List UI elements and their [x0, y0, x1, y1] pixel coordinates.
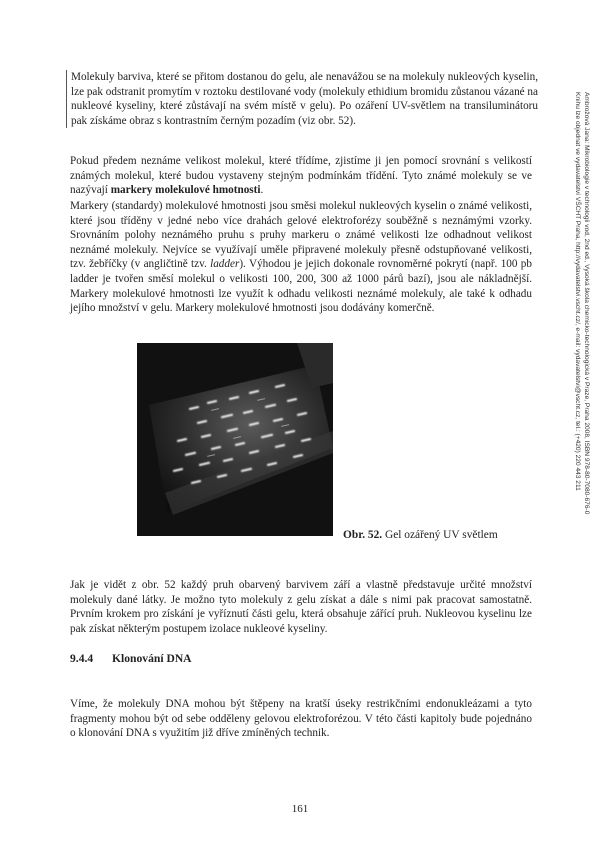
paragraph-markers-standards: [70, 199, 532, 316]
intro-paragraph: Molekuly barviva, které se přitom dostanou do gelu, ale nenavážou se na molekuly nukleových kyselin, lze pak odstranit promytím v roztoku destilované vody (molekuly ethidium bromidu zůstanou vázané na nukleové kyseliny, které zůstávají na svém místě v gelu). Po ozáření UV-světlem na transiluminátoru pak získáme obraz s kontrastním černým pozadím (viz obr. 52).: [66, 70, 538, 128]
paragraph-markers-intro: [70, 154, 532, 198]
paragraph-cloning: Víme, že molekuly DNA mohou být štěpeny na kratší úseky restrikčními endonukleázami a tyto fragmenty mohou být od sebe odděleny gelovou elektroforézou. V této části kapitoly bude pojednáno o klonování DNA s využitím již dříve zmíněných technik.: [70, 698, 532, 740]
paragraph-bands: Jak je vidět z obr. 52 každý pruh obarvený barvivem září a vlastně představuje určité množství molekuly dané látky. Je možno tyto molekuly z gelu získat a dále s nimi pak pracovat samostatně. Prvním krokem pro získání je vyříznutí části gelu, která obsahuje zářící pruh. Nukleovou kyselinu lze pak získat některým postupem izolace nukleové kyseliny.: [70, 579, 532, 635]
citation-line: Ambrožová Jana: Mikrobiologie v technologii vod, 2nd ed., Vysoká škola chemicko-technologická v Praze, Praha 2008, ISBN 978-80-7080-676-0: [583, 92, 590, 515]
gel-uv-photo: [137, 343, 333, 536]
page-number: 161: [291, 803, 309, 815]
figure-caption-text: Gel ozářený UV světlem: [382, 529, 498, 541]
section-heading: [70, 652, 192, 665]
paragraph-text: Markery (standardy) molekulové hmotnosti jsou směsi molekul nukleových kyselin o známé velikosti, které jsou tříděny v jedné nebo více drahách gelové elektroforézy souběžně s neznámými vzorky. Srovnáním polohy neznámého pruhu s pruhy markeru o známé velikosti lze odhadnout velikost neznámé molekuly. Nejvíce se využívají uměle připravené molekuly přesně odstupňované velikosti, tzv. žebříčky (v angličtině tzv.: [70, 200, 532, 271]
gel-photo-image: [137, 343, 333, 536]
figure-caption: [343, 529, 498, 541]
paragraph-text: Pokud předem neznáme velikost molekul, které třídíme, zjistíme ji jen pomocí srovnání s velikostí známých molekul, které budou vystaveny stejným podmínkám třídění. Tyto známé molekuly se ve nazývají: [70, 155, 532, 197]
order-info-line: Knihu lze objednat ve vydavatelství VŠCHT Praha, http://vydavatelstvi.vscht.cz/, e-mail: vydavatelstvi@vscht.cz, tel.: (+420) 220 443 211: [574, 92, 581, 491]
bold-term: markery molekulové hmotnosti: [110, 184, 261, 197]
vertical-citation: [560, 92, 591, 612]
italic-term: ladder: [210, 258, 240, 271]
section-number: 9.4.4: [70, 652, 94, 665]
figure-label: Obr. 52.: [343, 529, 383, 541]
paragraph-text-end: ). Výhodou je jejich dokonale rovnoměrné pokrytí (např. 100 pb ladder je tvořen směsí molekul o velikosti 100, 200, 300 až 1000 párů bazí), jsou ale nákladnější. Markery molekulové hmotnosti lze využít k odhadu velikosti neznámé molekuly, ale také k odhadu jejího množství v gelu. Markery molekulové hmotnosti jsou dodávány komerčně.: [70, 258, 532, 315]
paragraph-text-end: .: [260, 184, 264, 197]
section-title: Klonování DNA: [112, 652, 192, 665]
